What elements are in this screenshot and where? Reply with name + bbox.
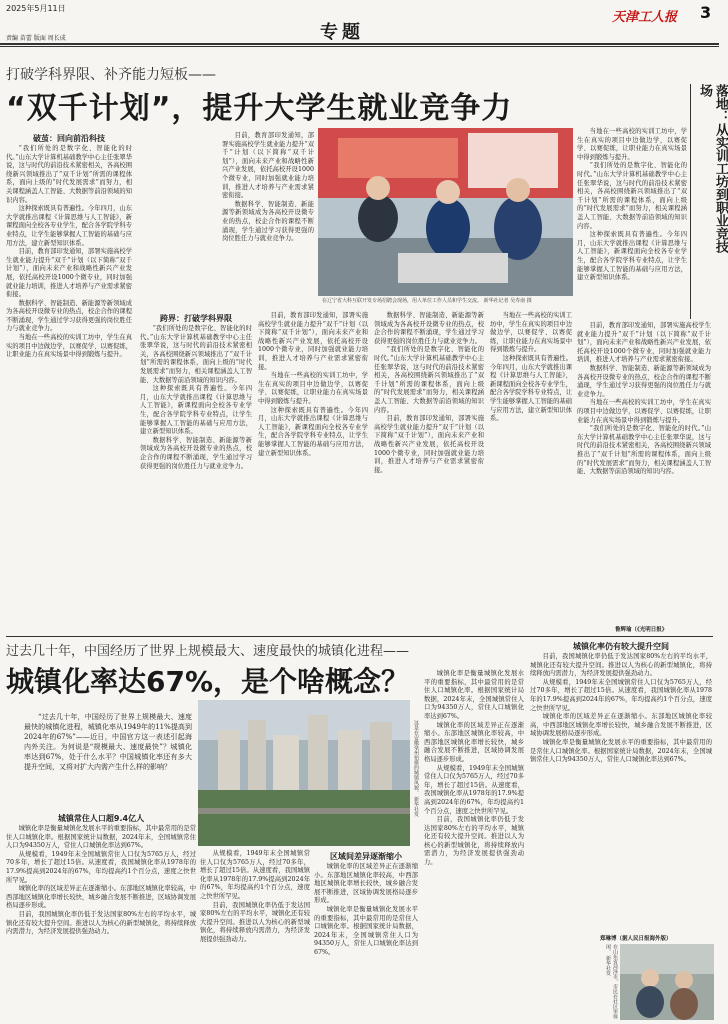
bottom-paragraph: 城镇化率是衡量城镇化发展水平的重要指标，其中最常用的是常住人口城镇化率。根据国家统计局数据，2024年末，全国城镇常住人口为94350万人，常住人口城镇化率达到67%。	[314, 905, 418, 956]
top-paragraph: 当地在一些高校的实训工坊中，学生在真实的项目中边做边学，以赛促学、以赛促练，让职业能力在真实场景中得到锻炼与提升。	[258, 372, 368, 405]
top-headline: “双千计划”，提升大学生就业竞争力	[6, 91, 513, 126]
bottom-lead-text: “过去几十年，中国经历了世界上规模最大、速度最快的城镇化进程，城镇化率从1949年的11%提高到2024年的67%”——近日，中国官方这一表述引起海内外关注。为何说是“规模最大、速度最快”？城镇化率达到67%，处于什么水平？中国城镇化率还有多大提升空间，又将对扩大内需产生什么样的影响？	[24, 713, 192, 771]
top-col-4	[258, 312, 368, 632]
top-paragraph: 目前，教育部印发通知，部署实施高校学生就业能力提升“双千”计划（以下简称“双千计划”），面向未来产业和战略性新兴产业发展，依托高校开设1000个微专业，同时加强就业能力培训，推进人才培养与产业需求紧密衔接。	[374, 415, 484, 474]
top-paragraph: “我们所处的是数字化、智能化的时代。”山东大学计算机基础教学中心主任张翠华说，这与时代的前沿技术紧密相关，各高校围绕新兴领域推出了“双千计划”所需的课程体系，面向上级的“时代发展需求”而努力，相关课程涵盖人工智能、大数据等前沿领域的知识内容。	[374, 346, 484, 414]
top-col-6	[490, 312, 572, 632]
bottom-paragraph: 目前，我国城镇化率仍低于发达国家80%左右的平均水平，城镇化还有较大提升空间。推进以人为核心的新型城镇化，将持续释放内需潜力，为经济发展提供强劲动力。	[424, 816, 524, 867]
paper-name: 天津工人报	[612, 10, 678, 25]
top-paragraph: 当地在一些高校的实训工坊中，学生在真实的项目中边做边学，以赛促学、以赛促练，让职业能力在真实场景中得到锻炼与提升。	[577, 399, 711, 424]
top-col-2	[222, 132, 314, 302]
bottom-paragraph: 城镇化率是衡量城镇化发展水平的重要指标，其中最常用的是常住人口城镇化率。根据国家统计局数据，2024年末，全国城镇常住人口为94350万人，常住人口城镇化率达到67%。	[424, 670, 524, 720]
top-paragraph: “我们所处的是数字化、智能化的时代。”山东大学计算机基础教学中心主任张翠华说，这与时代的前沿技术紧密相关，各高校围绕新兴领域推出了“双千计划”所需的课程体系，面向上级的“时代发展需求”而努力，相关课程涵盖人工智能、大数据等前沿领域的知识内容。	[577, 425, 711, 476]
top-paragraph: “我们所处的是数字化、智能化的时代。”山东大学计算机基础教学中心主任张翠华说，这与时代的前沿技术紧密相关，各高校围绕新兴领域推出了“双千计划”所需的课程体系，面向上级的“时代发展需求”而努力，相关课程涵盖人工智能、大数据等前沿领域的知识内容。	[577, 162, 687, 230]
job-fair-photo	[318, 128, 573, 296]
bottom-byline: 郑琳博（据人民日报海外版）	[600, 936, 672, 942]
bottom-headline: 城镇化率达67%，是个啥概念？	[6, 665, 410, 698]
top-byline: 鲁辉瑜（《光明日报》	[615, 627, 668, 633]
top-col-right-2	[577, 322, 711, 622]
bottom-photo-2	[620, 944, 714, 1020]
top-kicker: 打破学科界限、补齐能力短板——	[6, 67, 216, 83]
top-paragraph: 这种探索既具有普遍性。今年四月，山东大学就推出课程《计算思维与人工智能》，新课程面向全校各专业学生，配合各学院学科专业特点，让学生能够掌握人工智能的基础与应用方法，建立新型知识体系。	[577, 231, 687, 282]
top-paragraph: 数据科学、智能制造、新能源等新领域成为各高校开设微专业的热点，校企合作的课程不断涌现，学生通过学习获得更强的岗位胜任力与就业竞争力。	[6, 299, 132, 333]
top-paragraph: 这种探索既具有普遍性。今年四月，山东大学就推出课程《计算思维与人工智能》，新课程面向全校各专业学生，配合各学院学科专业特点，让学生能够掌握人工智能的基础与应用方法，建立新型知识体系。	[140, 385, 252, 436]
top-subhead-1: 破茧：回向前沿科技	[33, 134, 105, 143]
bottom-lead	[24, 712, 192, 810]
top-paragraph: 数据科学、智能制造、新能源等新领域成为各高校开设微专业的热点，校企合作的课程不断涌现，学生通过学习获得更强的岗位胜任力与就业竞争力。	[140, 436, 252, 470]
top-col-3	[140, 312, 252, 632]
section-title: 专题	[320, 22, 364, 43]
top-paragraph: 目前，教育部印发通知，部署实施高校学生就业能力提升“双千”计划（以下简称“双千计划”），面向未来产业和战略性新兴产业发展，依托高校开设1000个微专业，同时加强就业能力培训，推进人才培养与产业需求紧密衔接。	[6, 248, 132, 299]
top-paragraph: 数据科学、智能制造、新能源等新领域成为各高校开设微专业的热点，校企合作的课程不断涌现，学生通过学习获得更强的岗位胜任力与就业竞争力。	[374, 312, 484, 345]
top-paragraph: 当地在一些高校的实训工坊中，学生在真实的项目中边做边学，以赛促学、以赛促练，让职业能力在真实场景中得到锻炼与提升。	[577, 128, 687, 161]
top-paragraph: “我们所处的是数字化、智能化的时代。”山东大学计算机基础教学中心主任张翠华说，这与时代的前沿技术紧密相关，各高校围绕新兴领域推出了“双千计划”所需的课程体系，面向上级的“时代发展需求”而努力，相关课程涵盖人工智能、大数据等前沿领域的知识内容。	[6, 145, 133, 204]
masthead-rule-thin	[0, 46, 719, 47]
bottom-paragraph: 城镇化率的区域差异正在逐渐缩小。东部地区城镇化率较高，中西部地区城镇化率增长较快，城乡融合发展不断推进，区域协调发展格局逐步形成。	[314, 863, 418, 905]
bottom-photo	[198, 700, 410, 846]
bottom-paragraph: 从规模看，1949年末全国城镇常住人口仅为5765万人，经过70多年，增长了超过15倍。从速度看，我国城镇化率从1978年的17.9%提高到2024年的67%，年均提高约1个百分点，速度之快世所罕见。	[424, 764, 524, 815]
side-title-divider	[690, 84, 691, 319]
bottom-paragraph: 城镇化率是衡量城镇化发展水平的重要指标，其中最常用的是常住人口城镇化率。根据国家统计局数据，2024年末，全国城镇常住人口为94350万人，常住人口城镇化率达到67%。	[6, 825, 196, 850]
top-paragraph: 当地在一些高校的实训工坊中，学生在真实的项目中边做边学，以赛促学、以赛促练，让职业能力在真实场景中得到锻炼与提升。	[6, 334, 132, 359]
bottom-subhead-3: 城镇化率仍有较大提升空间	[573, 642, 669, 651]
page-number: 3	[700, 3, 712, 22]
bottom-photo-caption: 这是在安徽亳州拍摄的城镇风貌。 新华社发	[413, 720, 419, 817]
top-paragraph: 这种探索既具有普遍性。今年四月，山东大学就推出课程《计算思维与人工智能》，新课程面向全校各专业学生，配合各学院学科专业特点，让学生能够掌握人工智能的基础与应用方法，建立新型知识体系。	[490, 354, 572, 423]
bottom-col-1	[6, 812, 196, 1022]
top-paragraph: 这种探索既具有普遍性。今年四月，山东大学就推出课程《计算思维与人工智能》，新课程面向全校各专业学生，配合各学院学科专业特点，让学生能够掌握人工智能的基础与应用方法，建立新型知识体系。	[6, 205, 132, 247]
bottom-paragraph: 目前，我国城镇化率仍低于发达国家80%左右的平均水平，城镇化还有较大提升空间。推进以人为核心的新型城镇化，将持续释放内需潜力，为经济发展提供强劲动力。	[530, 653, 712, 678]
bottom-col-3	[314, 850, 418, 1022]
top-paragraph: “我们所处的是数字化、智能化的时代。”山东大学计算机基础教学中心主任张翠华说，这与时代的前沿技术紧密相关，各高校围绕新兴领域推出了“双千计划”所需的课程体系，面向上级的“时代发展需求”而努力，相关课程涵盖人工智能、大数据等前沿领域的知识内容。	[140, 325, 252, 384]
bottom-photo-2-caption: 在山东省菏泽市，市民在社区里休闲。 新华社发	[605, 944, 618, 1019]
masthead-date: 2025年5月11日	[6, 4, 66, 13]
bottom-paragraph: 目前，我国城镇化率仍低于发达国家80%左右的平均水平，城镇化还有较大提升空间。推进以人为核心的新型城镇化，将持续释放内需潜力，为经济发展提供强劲动力。	[6, 910, 196, 936]
bottom-kicker: 过去几十年，中国经历了世界上规模最大、速度最快的城镇化进程——	[6, 644, 410, 659]
bottom-paragraph: 从规模看，1949年末全国城镇常住人口仅为5765万人，经过70多年，增长了超过15倍。从速度看，我国城镇化率从1978年的17.9%提高到2024年的67%，年均提高约1个百分点，速度之快世所罕见。	[6, 850, 196, 884]
bottom-paragraph: 城镇化率的区域差异正在逐渐缩小。东部地区城镇化率较高，中西部地区城镇化率增长较快，城乡融合发展不断推进，区域协调发展格局逐步形成。	[424, 721, 524, 763]
top-photo-caption: 在辽宁省大科互联开发专场招聘会现场，用人单位工作人员和学生交流。 新华社记者 吴寿南 摄	[322, 298, 532, 304]
top-paragraph: 目前，教育部印发通知，部署实施高校学生就业能力提升“双千”计划（以下简称“双千计划”），面向未来产业和战略性新兴产业发展，依托高校开设1000个微专业，同时加强就业能力培训，推进人才培养与产业需求紧密衔接。	[222, 132, 314, 200]
top-subhead-2: 跨界：打破学科界限	[160, 314, 232, 323]
bottom-paragraph: 城镇化率是衡量城镇化发展水平的重要指标，其中最常用的是常住人口城镇化率。根据国家统计局数据，2024年末，全国城镇常住人口为94350万人，常住人口城镇化率达到67%。	[530, 738, 712, 764]
top-paragraph: 目前，教育部印发通知，部署实施高校学生就业能力提升“双千”计划（以下简称“双千计划”），面向未来产业和战略性新兴产业发展，依托高校开设1000个微专业，同时加强就业能力培训，推进人才培养与产业需求紧密衔接。	[258, 312, 368, 371]
top-paragraph: 当地在一些高校的实训工坊中，学生在真实的项目中边做边学，以赛促学、以赛促练，让职业能力在真实场景中得到锻炼与提升。	[490, 312, 572, 354]
city-photo	[198, 700, 410, 846]
bottom-paragraph: 城镇化率的区域差异正在逐渐缩小。东部地区城镇化率较高，中西部地区城镇化率增长较快，城乡融合发展不断推进，区域协调发展格局逐步形成。	[6, 885, 196, 910]
community-photo	[620, 944, 714, 1020]
article-divider	[6, 636, 713, 637]
bottom-paragraph: 目前，我国城镇化率仍低于发达国家80%左右的平均水平，城镇化还有较大提升空间。推进以人为核心的新型城镇化，将持续释放内需潜力，为经济发展提供强劲动力。	[200, 901, 310, 943]
bottom-col-5	[530, 640, 712, 936]
top-paragraph: 数据科学、智能制造、新能源等新领域成为各高校开设微专业的热点，校企合作的课程不断涌现，学生通过学习获得更强的岗位胜任力与就业竞争力。	[577, 364, 711, 398]
bottom-subhead-2: 区域间差异逐渐缩小	[330, 852, 402, 861]
bottom-subhead-1: 城镇常住人口超9.4亿人	[57, 814, 145, 823]
masthead-editors: 责编 苗蕾 版面 周长成	[6, 35, 66, 42]
top-photo	[318, 128, 573, 296]
bottom-col-4	[424, 670, 524, 1022]
bottom-paragraph: 从规模看，1949年末全国城镇常住人口仅为5765万人，经过70多年，增长了超过15倍。从速度看，我国城镇化率从1978年的17.9%提高到2024年的67%，年均提高约1个百分点，速度之快世所罕见。	[530, 678, 712, 712]
bottom-col-2	[200, 850, 310, 1022]
top-col-right-1	[577, 128, 687, 318]
top-paragraph: 这种探索既具有普遍性。今年四月，山东大学就推出课程《计算思维与人工智能》，新课程面向全校各专业学生，配合各学院学科专业特点，让学生能够掌握人工智能的基础与应用方法，建立新型知识体系。	[258, 406, 368, 457]
top-side-title: 落地：从实训工坊到职业竞技场	[697, 84, 728, 253]
bottom-paragraph: 从规模看，1949年末全国城镇常住人口仅为5765万人，经过70多年，增长了超过15倍。从速度看，我国城镇化率从1978年的17.9%提高到2024年的67%，年均提高约1个百分点，速度之快世所罕见。	[200, 850, 310, 900]
top-col-1	[6, 132, 132, 502]
masthead-rule	[0, 43, 719, 45]
bottom-paragraph: 城镇化率的区域差异正在逐渐缩小。东部地区城镇化率较高，中西部地区城镇化率增长较快，城乡融合发展不断推进，区域协调发展格局逐步形成。	[530, 713, 712, 738]
top-paragraph: 数据科学、智能制造、新能源等新领域成为各高校开设微专业的热点，校企合作的课程不断涌现，学生通过学习获得更强的岗位胜任力与就业竞争力。	[222, 200, 314, 243]
top-col-5	[374, 312, 484, 632]
top-paragraph: 目前，教育部印发通知，部署实施高校学生就业能力提升“双千”计划（以下简称“双千计划”），面向未来产业和战略性新兴产业发展，依托高校开设1000个微专业，同时加强就业能力培训，推进人才培养与产业需求紧密衔接。	[577, 322, 711, 364]
